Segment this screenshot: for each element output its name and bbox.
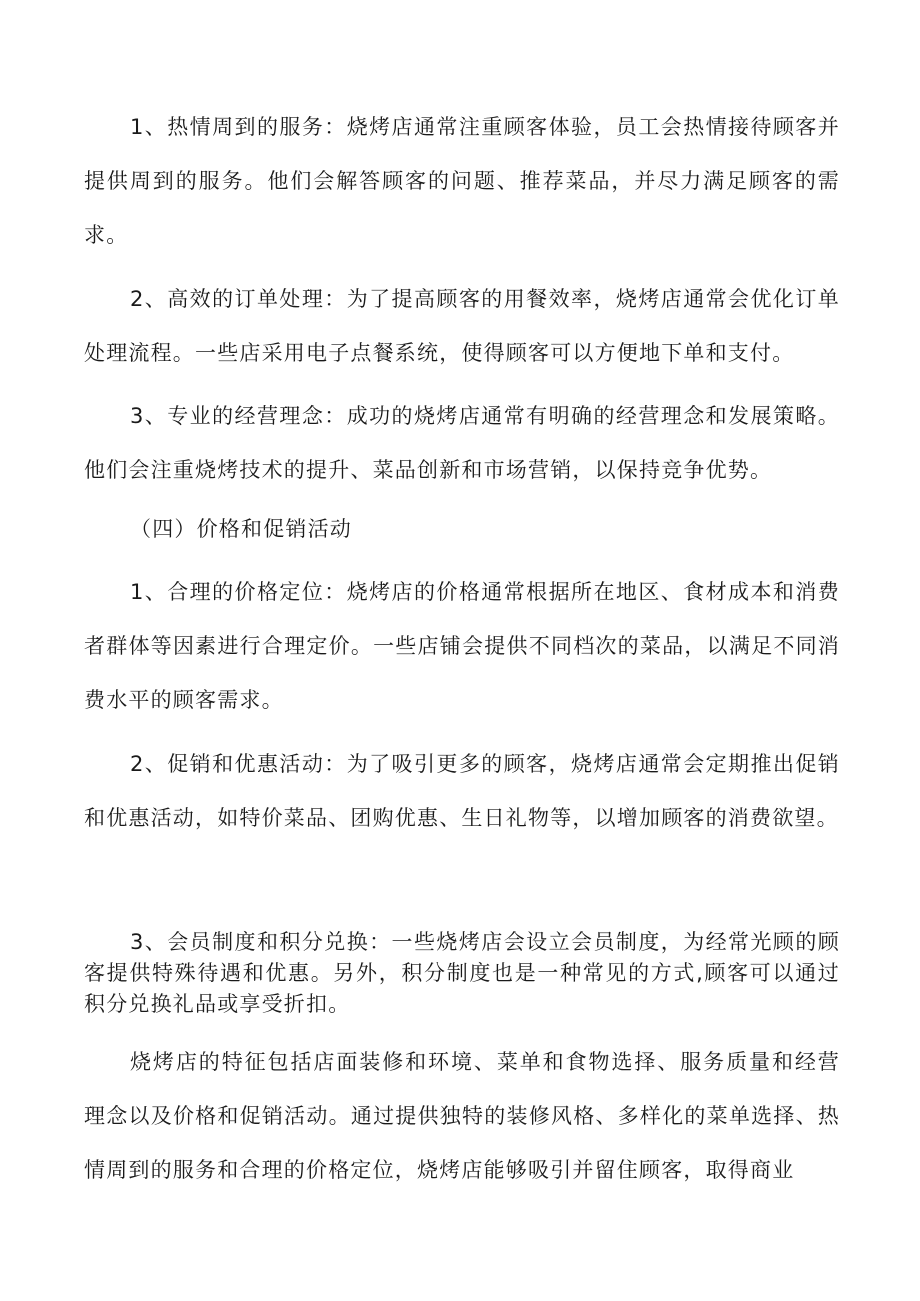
paragraph-pricing: 1、合理的价格定位：烧烤店的价格通常根据所在地区、食材成本和消费者群体等因素进行合理定价。一些店铺会提供不同档次的菜品，以满足不同消费水平的顾客需求。 xyxy=(84,580,840,712)
section-heading: （四）价格和促销活动 xyxy=(130,517,352,541)
paragraph-membership: 3、会员制度和积分兑换：一些烧烤店会设立会员制度，为经常光顾的顾客提供特殊待遇和优惠。另外，积分制度也是一种常见的方式,顾客可以通过积分兑换礼品或享受折扣。 xyxy=(84,930,840,1016)
paragraph-promotions: 2、促销和优惠活动：为了吸引更多的顾客，烧烤店通常会定期推出促销和优惠活动，如特价菜品、团购优惠、生日礼物等，以增加顾客的消费欲望。 xyxy=(84,752,840,830)
paragraph-service: 1、热情周到的服务：烧烤店通常注重顾客体验，员工会热情接待顾客并提供周到的服务。他们会解答顾客的问题、推荐菜品，并尽力满足顾客的需求。 xyxy=(84,115,840,247)
paragraph-summary: 烧烤店的特征包括店面装修和环境、菜单和食物选择、服务质量和经营理念以及价格和促销活动。通过提供独特的装修风格、多样化的菜单选择、热情周到的服务和合理的价格定位，烧烤店能够吸引并留住顾客，取得商业 xyxy=(84,1050,840,1182)
paragraph-order-processing: 2、高效的订单处理：为了提高顾客的用餐效率，烧烤店通常会优化订单处理流程。一些店采用电子点餐系统，使得顾客可以方便地下单和支付。 xyxy=(84,287,840,365)
paragraph-business-philosophy: 3、专业的经营理念：成功的烧烤店通常有明确的经营理念和发展策略。他们会注重烧烤技术的提升、菜品创新和市场营销，以保持竞争优势。 xyxy=(84,404,840,482)
